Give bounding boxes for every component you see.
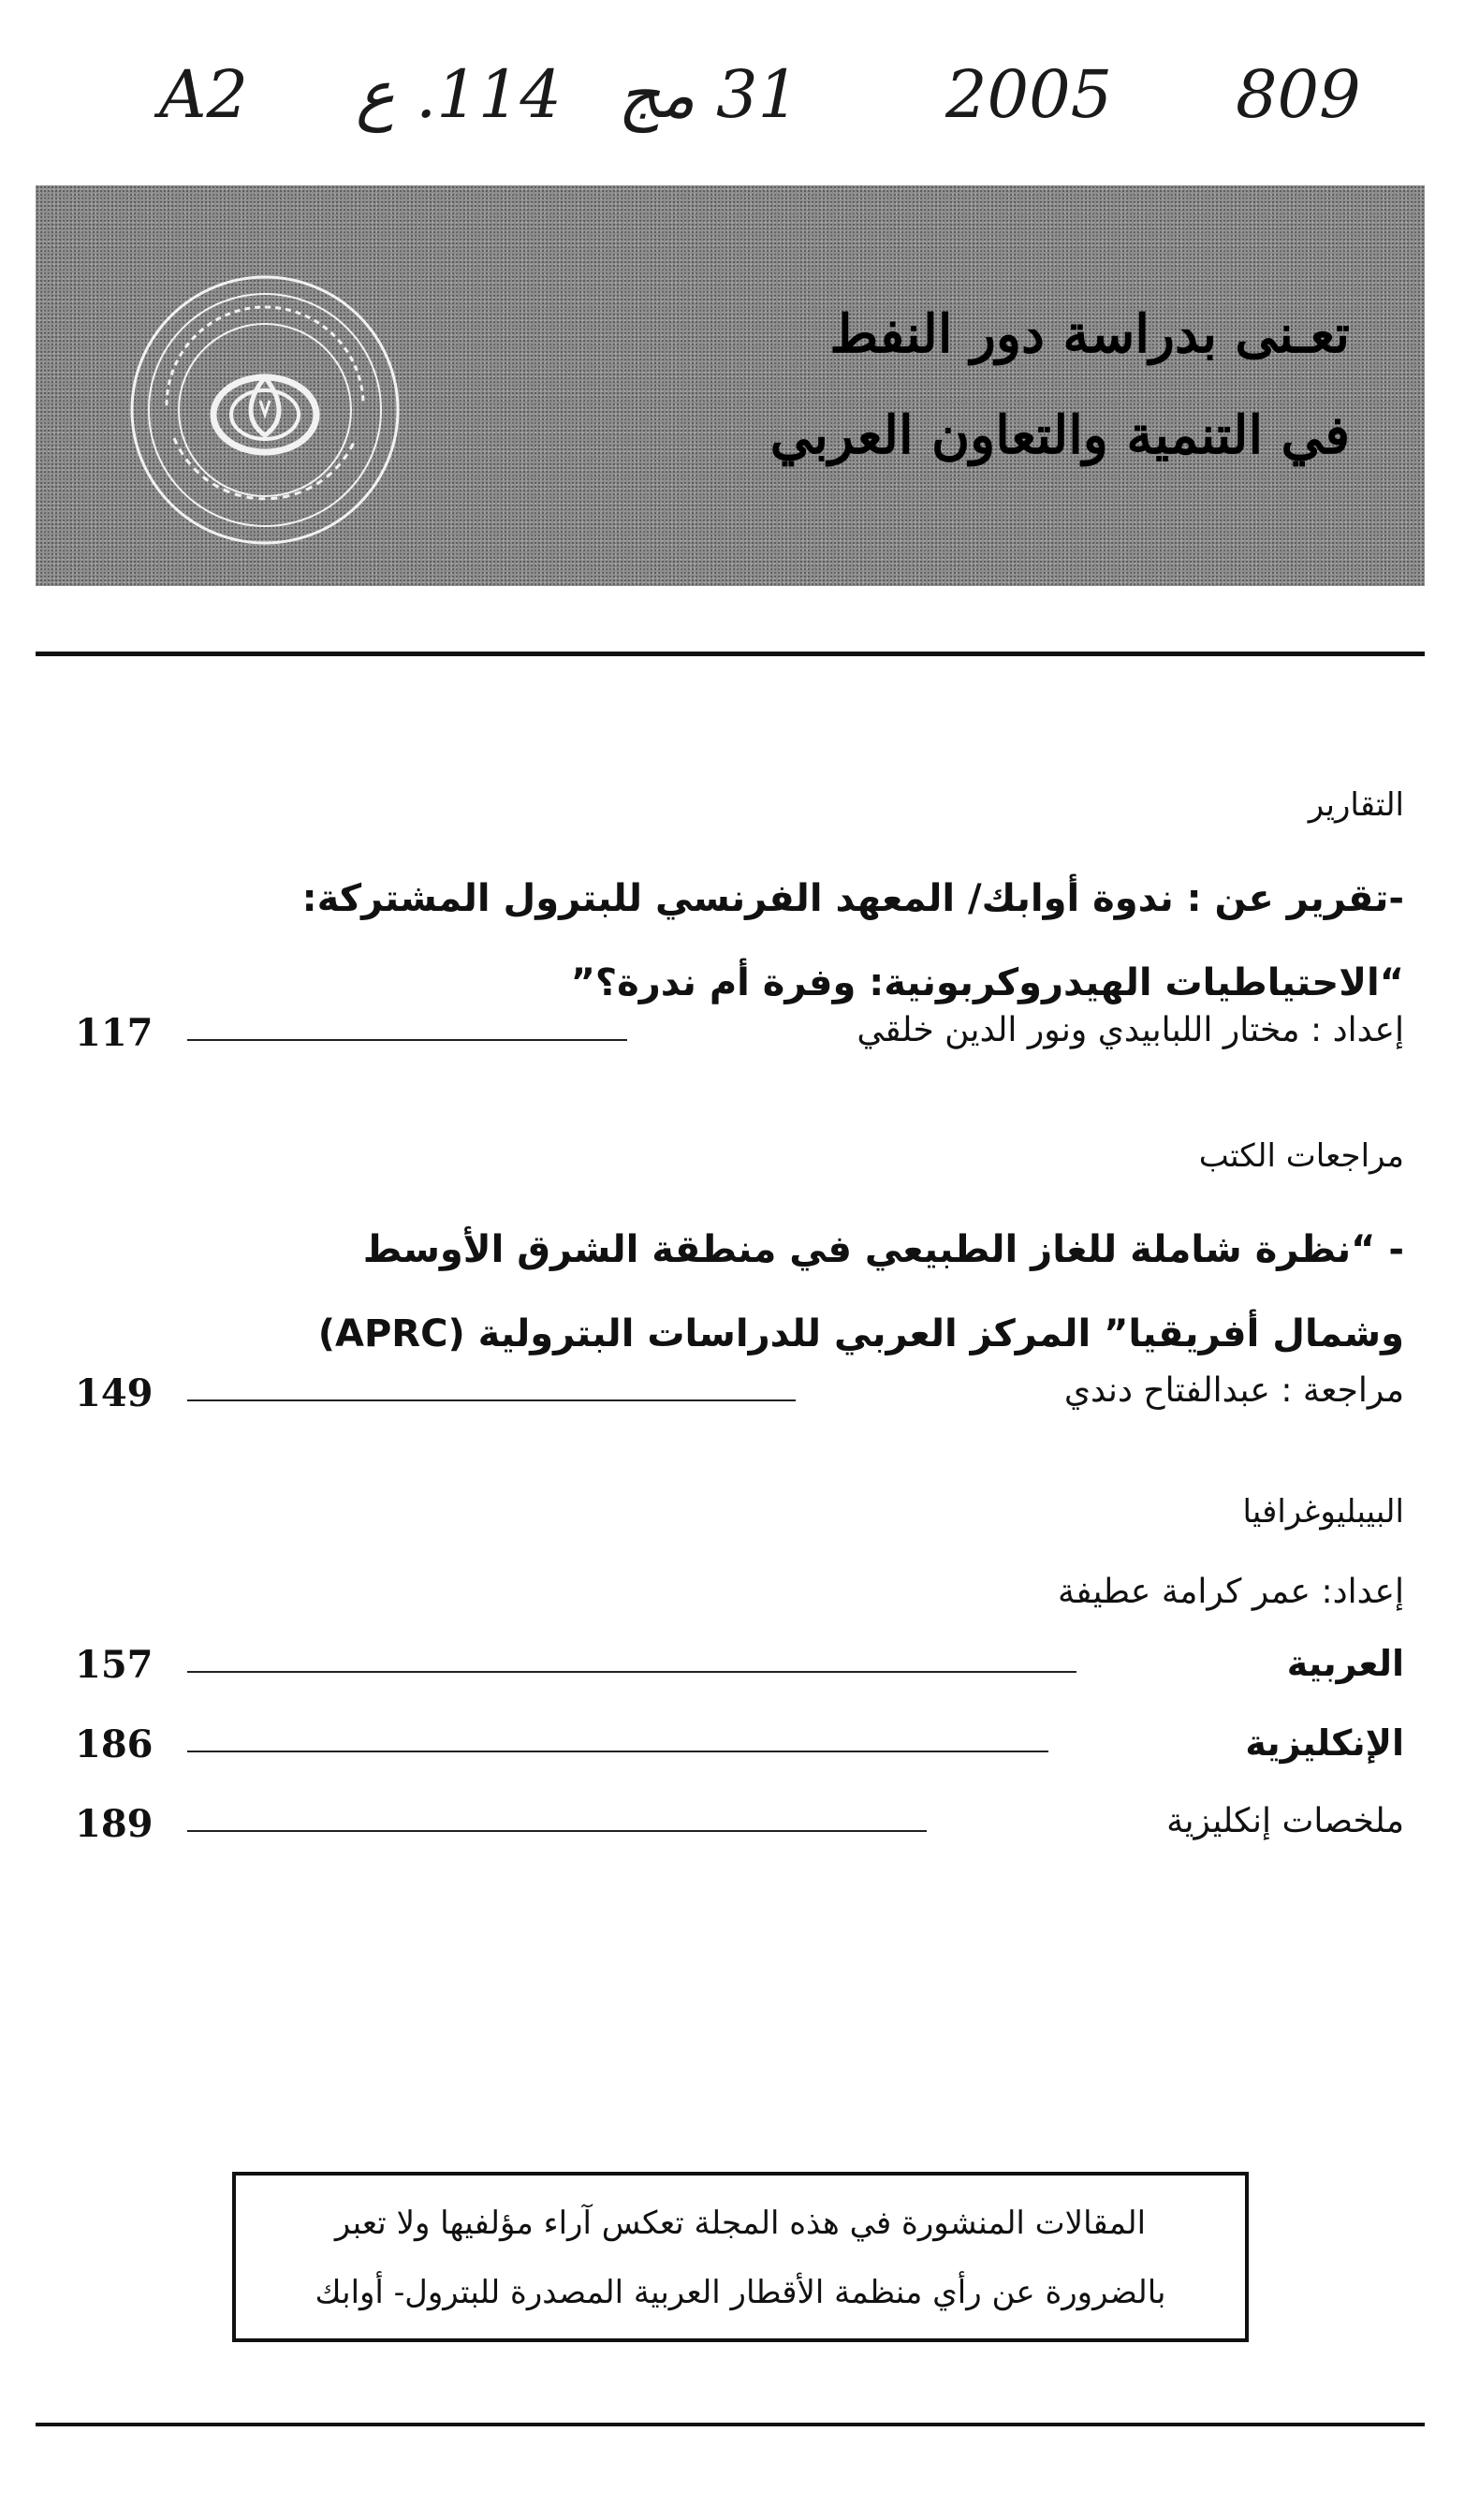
toc-entry [75, 1802, 1404, 1858]
section-reports [75, 786, 1404, 824]
page-number: 117 [75, 1011, 154, 1055]
bibliography-english-entry [75, 1722, 1404, 1779]
section-book-reviews [75, 1137, 1404, 1175]
handwritten-issue: 114. ع [356, 56, 562, 133]
reports-title [75, 857, 1404, 1025]
oapec-seal-logo [129, 274, 401, 546]
section-heading-reports: التقارير [1308, 786, 1404, 824]
toc-entry [75, 1371, 1404, 1428]
book-review-title-line-2: وشمال أفريقيا” المركز العربي للدراسات البترولية (APRC) [317, 1312, 1404, 1355]
bibliography-item-label: العربية [1286, 1643, 1404, 1684]
toc-entry [75, 1722, 1404, 1779]
handwritten-code: A2 [159, 56, 249, 133]
toc-entry [75, 1011, 1404, 1067]
reports-author: إعداد : مختار اللبابيدي ونور الدين خلقي [857, 1011, 1404, 1049]
section-bibliography [75, 1493, 1404, 1531]
section-heading-bibliography: البيبليوغرافيا [1242, 1493, 1404, 1531]
bibliography-arabic-entry [75, 1643, 1404, 1699]
handwritten-year: 2005 [945, 56, 1113, 133]
leader-line [187, 1751, 1048, 1752]
disclaimer-line-2: بالضرورة عن رأي منظمة الأقطار العربية المصدرة للبترول- أوابك [315, 2274, 1166, 2311]
book-review-title-line-1: - “نظرة شاملة للغاز الطبيعي في منطقة الشرق الأوسط [362, 1228, 1404, 1271]
book-review-entry [75, 1371, 1404, 1428]
bibliography-summaries-entry [75, 1802, 1404, 1858]
journal-tagline [770, 284, 1350, 486]
page-number: 186 [75, 1722, 154, 1766]
tagline-line-2: في التنمية والتعاون العربي [769, 404, 1350, 466]
disclaimer-box [232, 2172, 1249, 2342]
tagline-line-1: تعـنى بدراسة دور النفط [829, 303, 1350, 365]
reports-title-line-2: “الاحتياطيات الهيدروكربونية: وفرة أم ندرة؟” [570, 961, 1404, 1004]
disclaimer-line-1: المقالات المنشورة في هذه المجلة تعكس آراء مؤلفيها ولا تعبر [334, 2205, 1147, 2242]
header-banner [36, 185, 1425, 586]
bibliography-item-label: الإنكليزية [1245, 1722, 1404, 1764]
reports-title-line-1: -تقرير عن : ندوة أوابك/ المعهد الفرنسي للبترول المشتركة: [301, 877, 1404, 920]
section-heading-book-reviews: مراجعات الكتب [1198, 1137, 1404, 1175]
bibliography-item-label: ملخصات إنكليزية [1166, 1802, 1404, 1840]
leader-line [187, 1039, 627, 1041]
handwritten-page: 809 [1236, 56, 1361, 133]
reports-entry [75, 1011, 1404, 1067]
book-review-title [75, 1208, 1404, 1376]
leader-line [187, 1830, 927, 1832]
page-number: 189 [75, 1802, 154, 1846]
book-review-author: مراجعة : عبدالفتاح دندي [1063, 1371, 1404, 1410]
page-number: 149 [75, 1371, 154, 1415]
bibliography-author: إعداد: عمر كرامة عطيفة [1057, 1573, 1404, 1611]
bottom-divider [36, 2423, 1425, 2426]
top-divider [36, 652, 1425, 656]
bibliography-author-row [75, 1573, 1404, 1610]
leader-line [187, 1671, 1076, 1673]
handwritten-volume: 31 مج [618, 56, 800, 133]
toc-entry [75, 1643, 1404, 1699]
leader-line [187, 1399, 796, 1401]
page-number: 157 [75, 1643, 154, 1687]
handwritten-annotation [140, 56, 1395, 159]
